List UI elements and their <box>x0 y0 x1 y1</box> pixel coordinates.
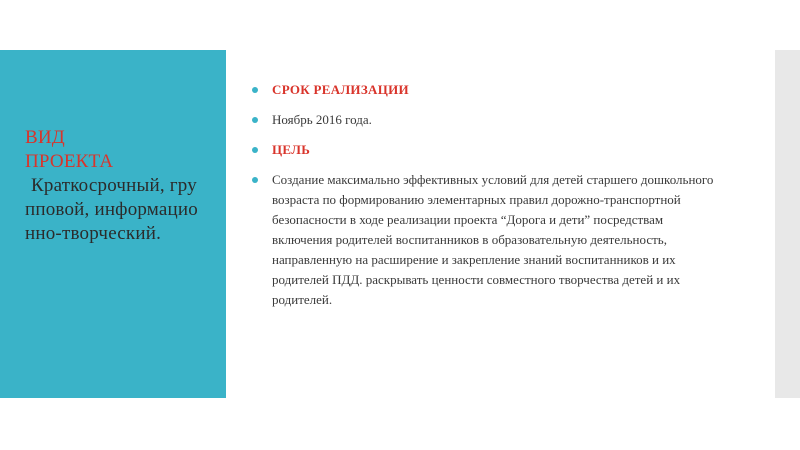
list-item <box>252 112 722 128</box>
bullet-icon <box>252 147 258 153</box>
heading-line-2: ПРОЕКТА <box>25 151 114 172</box>
goal-text: Создание максимально эффективных условий для детей старшего дошкольного возраста по формированию элементарных правил дорожно-транспортной безопасности в ходе реализации проекта “Дорога и дети” посредствам включения родителей воспитанников в образовательную деятельность, направленную на расширение и закрепление знаний воспитанников и их родителей ПДД. раскрывать ценности совместного творчества детей и их родителей. <box>272 172 714 307</box>
right-gray-strip <box>775 50 800 398</box>
left-text-block <box>25 126 225 246</box>
project-type-heading <box>25 126 165 174</box>
bullet-icon <box>252 117 258 123</box>
bullet-icon <box>252 87 258 93</box>
list-item <box>252 170 722 310</box>
term-value: Ноябрь 2016 года. <box>272 112 372 127</box>
term-title: СРОК РЕАЛИЗАЦИИ <box>272 82 409 97</box>
list-item <box>252 82 722 98</box>
description-text: Краткосрочный, групповой, информационно-творческий. <box>25 175 198 244</box>
bullet-icon <box>252 177 258 183</box>
content-list <box>252 82 722 320</box>
project-type-description <box>25 174 205 246</box>
heading-line-1: ВИД <box>25 127 65 148</box>
goal-title: ЦЕЛЬ <box>272 142 311 157</box>
list-item <box>252 142 722 158</box>
